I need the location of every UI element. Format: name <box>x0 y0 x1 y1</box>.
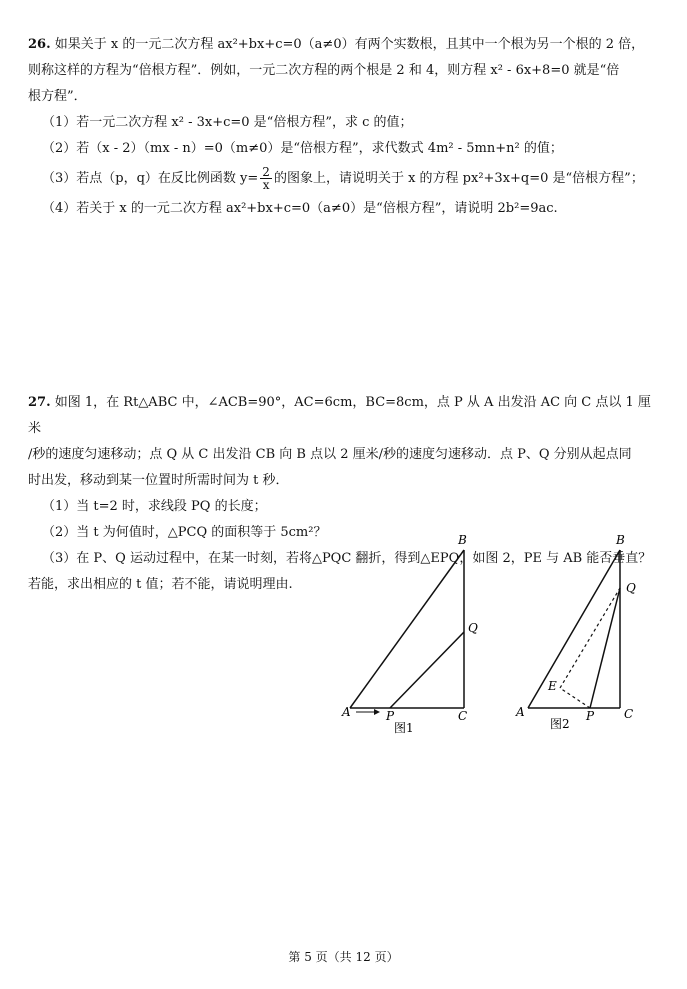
figure-1 <box>340 530 490 744</box>
segment-ab <box>350 550 464 708</box>
figure-2-caption: 图2 <box>550 717 570 731</box>
q27-stem-line-3: 时出发，移动到某一位置时所需时间为 t 秒． <box>28 473 289 488</box>
q26-number: 26. <box>28 37 51 52</box>
q26-stem-line-3: 根方程”． <box>28 89 87 104</box>
q26-part-4: （4）若关于 x 的一元二次方程 ax²+bx+c=0（a≠0）是“倍根方程”，请说明 2b²=9ac. <box>42 201 558 216</box>
label-b: B <box>616 533 625 547</box>
label-p: P <box>586 709 595 723</box>
label-a: A <box>342 705 351 719</box>
question-26 <box>28 32 660 222</box>
figure-2-svg <box>508 530 658 740</box>
q26-stem-line-1: 26. 如果关于 x 的一元二次方程 ax²+bx+c=0（a≠0）有两个实数根，且其中一个根为另一个根的 2 倍， <box>28 37 645 52</box>
fraction-2-over-x: $\frac{2}{x}$ <box>262 165 270 192</box>
label-q: Q <box>626 581 636 595</box>
label-a: A <box>516 705 525 719</box>
label-p: P <box>386 709 395 723</box>
q26-part-1: （1）若一元二次方程 x² - 3x+c=0 是“倍根方程”，求 c 的值； <box>42 115 413 130</box>
figure-2 <box>508 530 658 744</box>
q26-part-2: （2）若（x - 2）（mx - n）=0（m≠0）是“倍根方程”，求代数式 4m² - 5mn+n² 的值； <box>42 141 563 156</box>
q26-part-3: （3）若点（p，q）在反比例函数 y= $\frac{2}{x}$ 的图象上，请说明关于 x 的方程 px²+3x+q=0 是“倍根方程”； <box>42 165 644 192</box>
q26-stem-line-2: 则称这样的方程为“倍根方程”．例如，一元二次方程的两个根是 2 和 4，则方程 x² - 6x+8=0 就是“倍 <box>28 63 620 78</box>
label-c: C <box>624 707 634 721</box>
segment-pq <box>390 632 464 708</box>
q27-part-3-line-2: 若能，求出相应的 t 值；若不能，请说明理由. <box>28 577 293 592</box>
q27-number: 27. <box>28 395 51 410</box>
segment-pq <box>590 588 620 708</box>
q27-part-2: （2）当 t 为何值时，△PCQ 的面积等于 5cm²？ <box>42 525 327 540</box>
figure-1-svg <box>340 530 490 740</box>
label-b: B <box>458 533 467 547</box>
label-e: E <box>548 679 557 693</box>
label-q: Q <box>468 621 478 635</box>
segment-ab <box>528 550 620 708</box>
q27-part-3-line-1: （3）在 P、Q 运动过程中，在某一时刻，若将△PQC 翻折，得到△EPQ，如图 2，PE 与 AB 能否垂直？ <box>42 551 652 566</box>
figure-1-caption: 图1 <box>394 721 414 735</box>
arrow-icon <box>374 709 380 715</box>
label-c: C <box>458 709 468 723</box>
segment-pe-dashed <box>560 688 590 708</box>
q27-stem-line-1: 27. 如图 1，在 Rt△ABC 中，∠ACB=90°，AC=6cm，BC=8cm，点 P 从 A 出发沿 AC 向 C 点以 1 厘米 <box>28 395 651 436</box>
q27-stem-line-2: /秒的速度匀速移动；点 Q 从 C 出发沿 CB 向 B 点以 2 厘米/秒的速度匀速移动．点 P、Q 分别从起点同 <box>28 447 632 462</box>
page-footer: 第 5 页（共 12 页） <box>288 950 399 964</box>
q27-part-1: （1）当 t=2 时，求线段 PQ 的长度； <box>42 499 267 514</box>
